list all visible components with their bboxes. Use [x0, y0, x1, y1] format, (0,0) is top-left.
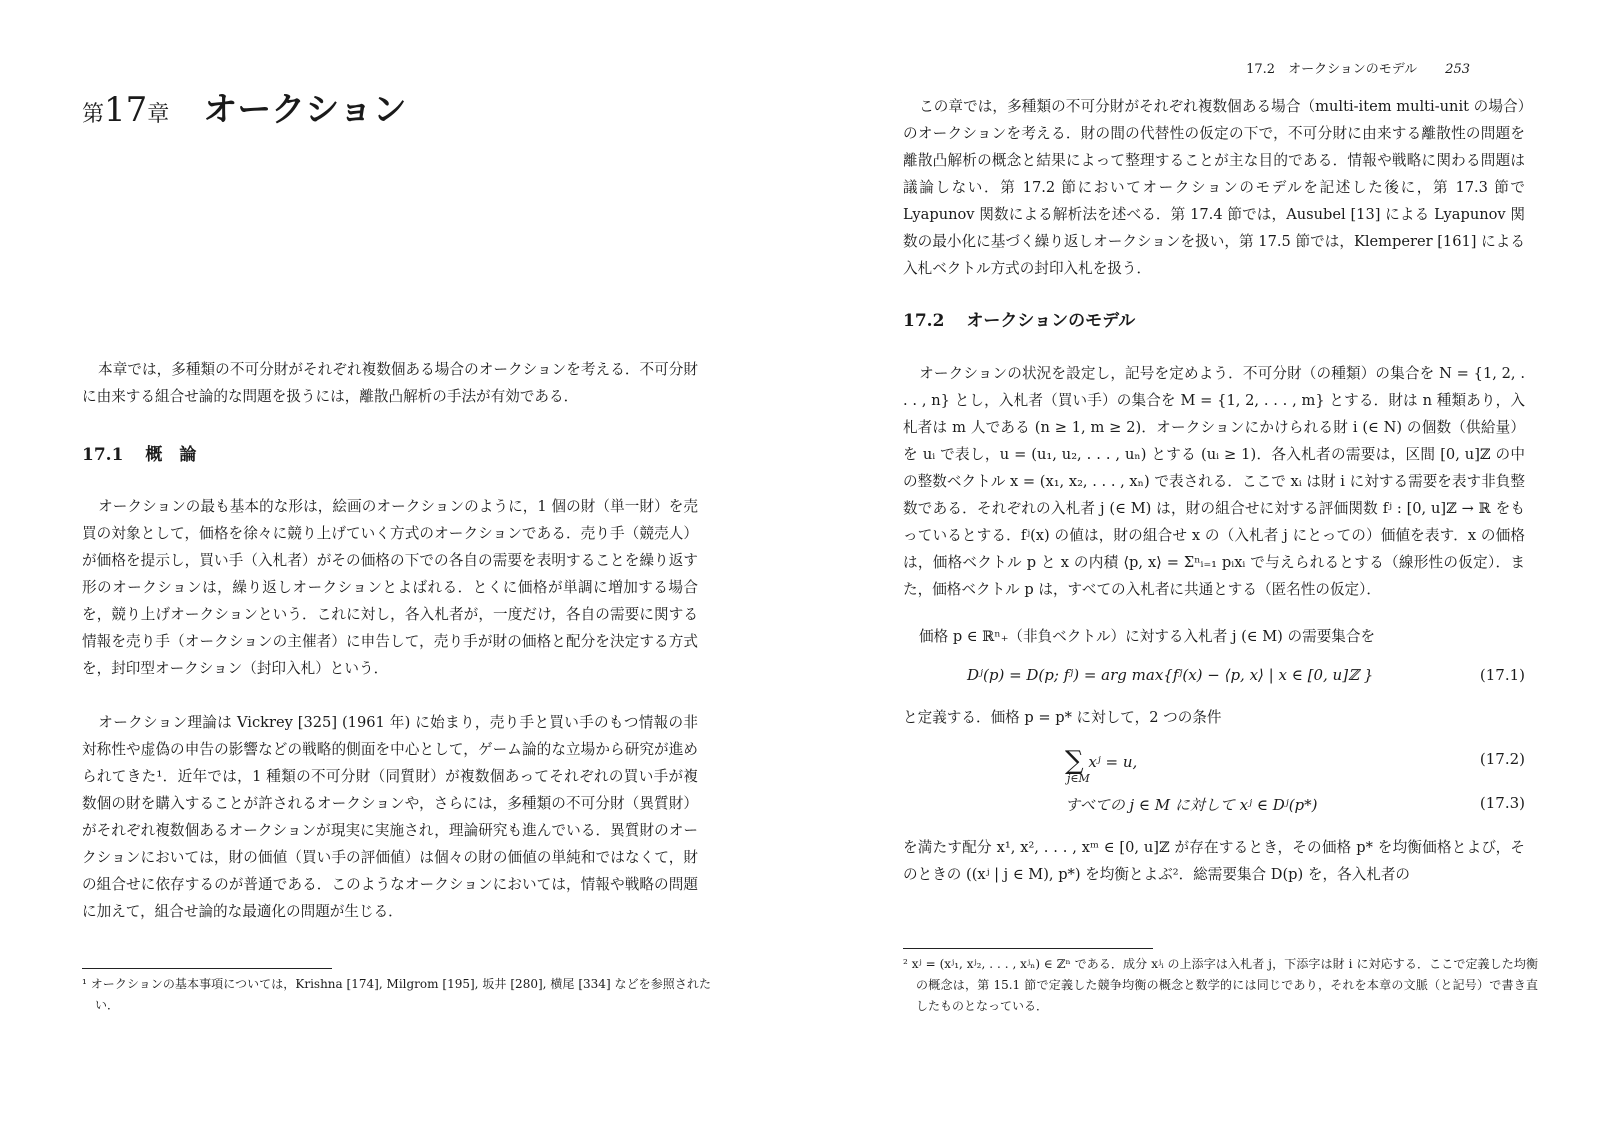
overview-paragraph-1: オークションの最も基本的な形は，絵画のオークションのように，1 個の財（単一財）を売買の対象として，価格を徐々に競り上げていく方式のオークションである．売り手（競売人）が価格を提示し，買い手（入札者）がその価格の下での各自の需要を表明することを繰り返す形のオークションは，繰り返しオークションとよばれる．とくに価格が単調に増加する場合を，競り上げオークションという．これに対し，各入札者が，一度だけ，各自の需要に関する情報を売り手（オークションの主催者）に申告して，売り手が財の価格と配分を決定する方式を，封印型オークション（封印入札）という．: [82, 498, 698, 677]
chapter-overview: この章では，多種類の不可分財がそれぞれ複数個ある場合（multi-item multi-unit の場合）のオークションを考える．財の間の代替性の仮定の下で，不可分財に由来する離散性の問題を離散凸解析の概念と結果によって整理することが主な目的である．情報や戦略に関わる問題は議論しない．第 17.2 節においてオークションのモデルを記述した後に，第 17.3 節で Lyapunov 関数による解析法を述べる．第 17.4 節では，Ausubel [13] による Lyapunov 関数の最小化に基づく繰り返しオークションを扱い，第 17.5 節では，Klemperer [161] による入札ベクトル方式の封印入札を扱う．: [903, 98, 1525, 277]
right-page: [805, 0, 1610, 1130]
equation-17-1: [903, 666, 1525, 696]
page-number: 253: [1445, 62, 1470, 77]
running-head: [1246, 58, 1470, 77]
section-title: オークションのモデル: [966, 311, 1136, 331]
equation-number: (17.2): [1479, 750, 1525, 768]
equation-formula: [1065, 744, 1138, 785]
equation-formula: Dʲ(p) = D(p; fʲ) = arg max{fʲ(x) − ⟨p, x⟩ | x ∈ [0, u]ℤ }: [967, 666, 1374, 684]
summation-symbol: ∑: [1065, 746, 1084, 776]
equation-17-2: [903, 744, 1525, 784]
section-number: 17.2: [903, 311, 945, 331]
footnote-1: ¹ オークションの基本事項については，Krishna [174], Milgrom [195], 坂井 [280], 横尾 [334] などを参照されたい．: [82, 977, 711, 1012]
section-heading-17-1: [82, 440, 196, 465]
summation-subscript: j∈M: [1067, 772, 1090, 785]
overview-paragraph-2: オークション理論は Vickrey [325] (1961 年) に始まり，売り手と買い手のもつ情報の非対称性や虚偽の申告の影響などの戦略的側面を中心として，ゲーム論的な立場から研究が進められてきた¹．近年では，1 種類の不可分財（同質財）が複数個あってそれぞれの買い手が複数個の財を購入することが許されるオークションや，さらには，多種類の不可分財（異質財）がそれぞれ複数個あるオークションが現実に実施され，理論研究も進んでいる．異質財のオークションにおいては，財の価値（買い手の評価値）は個々の財の価値の単純和ではなくて，財の組合せに依存するのが普通である．このようなオークションにおいては，情報や戦略の問題に加えて，組合せ論的な最適化の問題が生じる．: [82, 714, 698, 920]
chapter-title: [82, 82, 407, 131]
equation-number: (17.3): [1479, 794, 1525, 812]
chapter-number: 17: [104, 90, 148, 130]
footnote-2: ² xʲ = (xʲ₁, xʲ₂, . . . , xʲₙ) ∈ ℤⁿ である．成分 xʲᵢ の上添字は入札者 j，下添字は財 i に対応する．ここで定義した均衡の概念は，第 15.1 節で定義した競争均衡の概念と数学的には同じであり，それを本章の文脈（と記号）で書き直したものとなっている．: [903, 957, 1538, 1013]
equation-body: xʲ = u,: [1088, 753, 1138, 771]
chapter-name: オークション: [203, 90, 407, 130]
chapter-intro: 本章では，多種類の不可分財がそれぞれ複数個ある場合のオークションを考える．不可分財に由来する組合せ論的な問題を扱うには，離散凸解析の手法が有効である．: [82, 361, 698, 405]
model-paragraph-4: を満たす配分 x¹, x², . . . , xᵐ ∈ [0, u]ℤ が存在するとき，その価格 p* を均衡価格とよび，そのときの ((xʲ | j ∈ M), p*) を均衡とよぶ²．総需要集合 D(p) を，各入札者の: [903, 839, 1525, 883]
section-number: 17.1: [82, 445, 124, 465]
model-paragraph-1: オークションの状況を設定し，記号を定めよう．不可分財（の種類）の集合を N = {1, 2, . . . , n} とし，入札者（買い手）の集合を M = {1, 2, . . . , m} とする．財は n 種類あり，入札者は m 人である (n ≥ 1, m ≥ 2)．オークションにかけられる財 i (∈ N) の個数（供給量）を uᵢ で表し，u = (u₁, u₂, . . . , uₙ) とする (uᵢ ≥ 1)．各入札者の需要は，区間 [0, u]ℤ の中の整数ベクトル x = (x₁, x₂, . . . , xₙ) で表される．ここで xᵢ は財 i に対する需要を表す非負整数である．それぞれの入札者 j (∈ M) は，財の組合せに対する評価関数 fʲ : [0, u]ℤ → ℝ をもっているとする．fʲ(x) の値は，財の組合せ x の（入札者 j にとっての）価値を表す．x の価格は，価格ベクトル p と x の内積 ⟨p, x⟩ = Σⁿᵢ₌₁ pᵢxᵢ で与えられるとする（線形性の仮定）．また，価格ベクトル p は，すべての入札者に共通とする（匿名性の仮定）．: [903, 365, 1525, 598]
model-paragraph-3: と定義する．価格 p = p* に対して，2 つの条件: [903, 709, 1222, 726]
equation-number: (17.1): [1479, 666, 1525, 684]
running-head-title: 17.2 オークションのモデル: [1246, 62, 1418, 77]
chapter-suffix: 章: [147, 102, 170, 127]
chapter-prefix: 第: [82, 102, 105, 127]
model-paragraph-2: 価格 p ∈ ℝⁿ₊（非負ベクトル）に対する入札者 j (∈ M) の需要集合を: [919, 628, 1376, 645]
section-title: 概 論: [145, 445, 197, 465]
footnote-rule: [82, 968, 332, 969]
footnote-rule: [903, 948, 1153, 949]
equation-formula: すべての j ∈ M に対して xʲ ∈ Dʲ(p*): [1065, 796, 1318, 814]
section-heading-17-2: [903, 306, 1135, 331]
equation-17-3: [903, 794, 1525, 824]
